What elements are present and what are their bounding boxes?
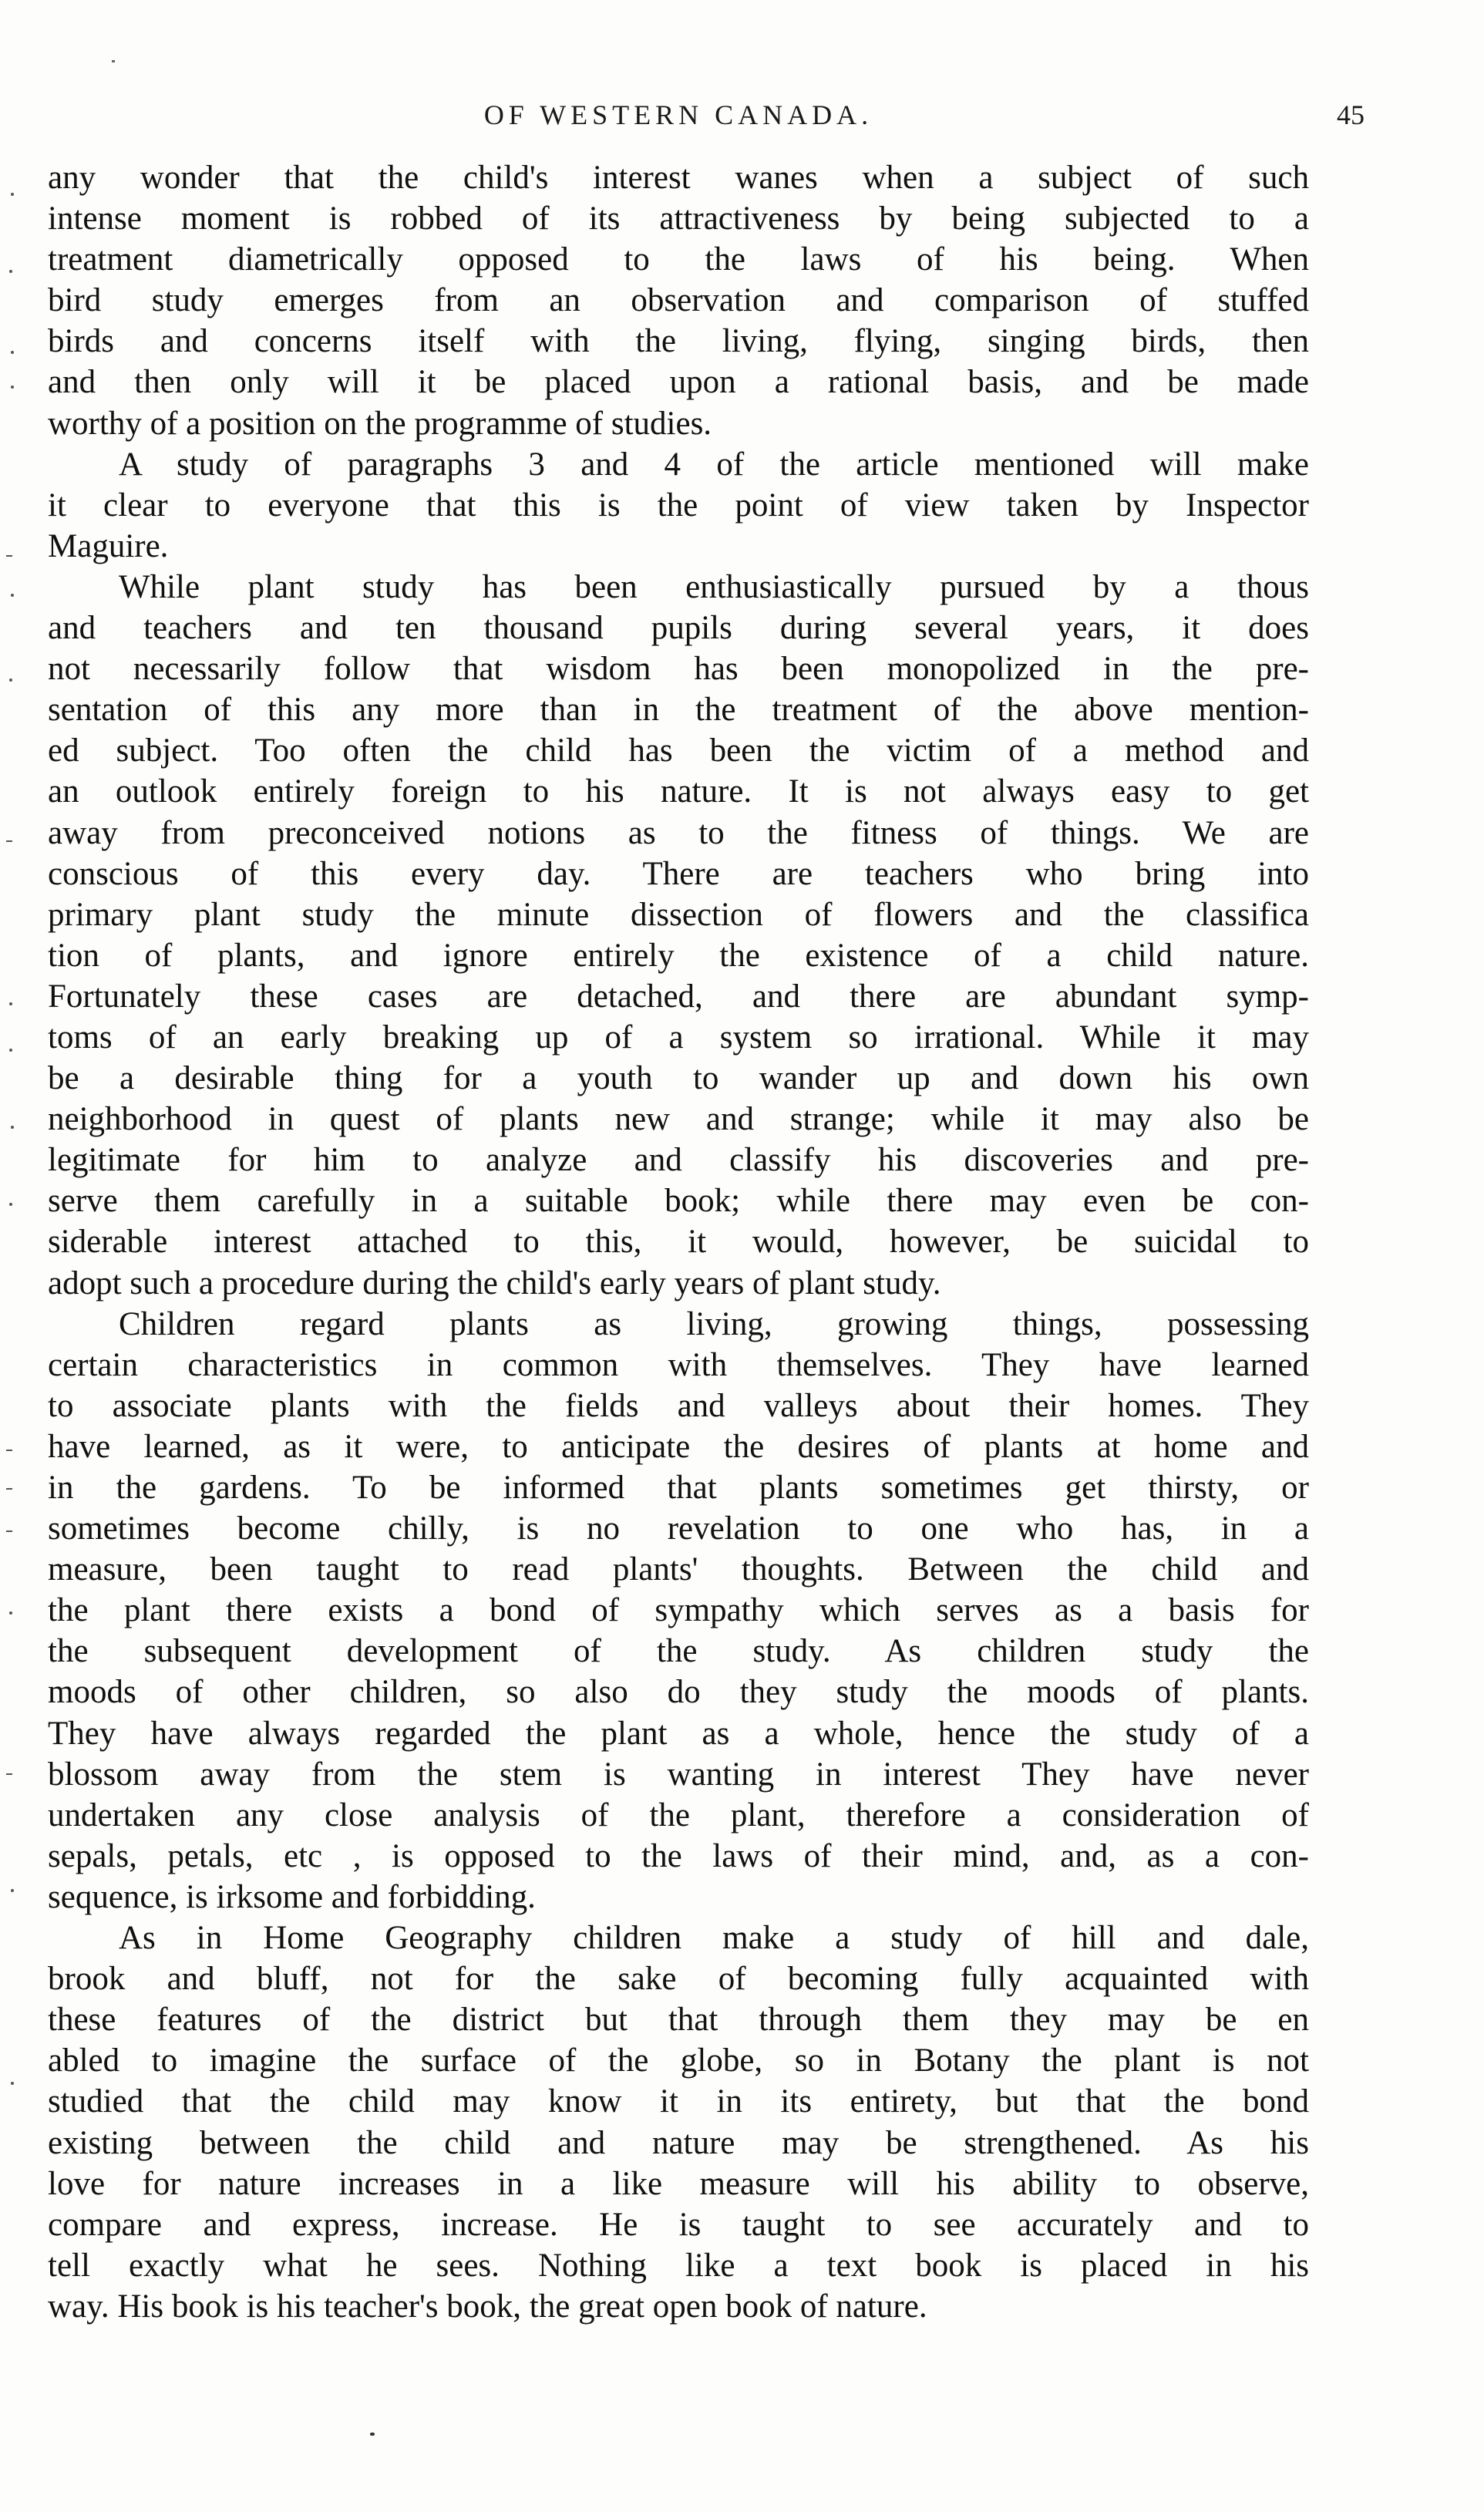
- text-line: primary plant study the minute dissection of flowers and the classifica: [48, 896, 1309, 933]
- margin-speck: [11, 1126, 14, 1129]
- text-line: Maguire.: [48, 527, 169, 564]
- text-line: sequence, is irksome and forbidding.: [48, 1878, 536, 1915]
- text-line: an outlook entirely foreign to his nature. It is not always easy to get: [48, 773, 1309, 810]
- text-line: to associate plants with the fields and valleys about their homes. They: [48, 1387, 1309, 1424]
- text-line: toms of an early breaking up of a system so irrational. While it may: [48, 1019, 1309, 1056]
- text-line: these features of the district but that through them they may be en: [48, 2002, 1309, 2039]
- running-header: [46, 91, 1365, 145]
- text-line: have learned, as it were, to anticipate the desires of plants at home and: [48, 1428, 1309, 1465]
- text-line: tell exactly what he sees. Nothing like a text book is placed in his: [48, 2247, 1309, 2284]
- text-line: studied that the child may know it in its entirety, but that the bond: [48, 2083, 1309, 2120]
- margin-speck: [6, 1488, 12, 1490]
- text-line: treatment diametrically opposed to the laws of his being. When: [48, 241, 1309, 278]
- text-line: tion of plants, and ignore entirely the existence of a child nature.: [48, 937, 1309, 974]
- text-line: any wonder that the child's interest wanes when a subject of such: [48, 160, 1309, 196]
- text-line: bird study emerges from an observation and comparison of stuffed: [48, 282, 1309, 319]
- margin-speck: [6, 555, 12, 557]
- margin-speck: [11, 2082, 14, 2085]
- text-line: adopt such a procedure during the child's early years of plant study.: [48, 1264, 941, 1301]
- text-line: Fortunately these cases are detached, and there are abundant symp-: [48, 978, 1309, 1015]
- body-text: [48, 157, 1309, 2327]
- margin-speck: [6, 840, 12, 842]
- running-title: OF WESTERN CANADA.: [483, 99, 873, 130]
- paragraph-first-line: While plant study has been enthusiastically pursued by a thous: [119, 568, 1309, 605]
- margin-speck: [9, 1611, 12, 1615]
- text-line: way. His book is his teacher's book, the great open book of nature.: [48, 2288, 927, 2325]
- text-line: it clear to everyone that this is the point of view taken by Inspector: [48, 487, 1309, 524]
- margin-speck: [6, 1773, 12, 1775]
- text-line: certain characteristics in common with themselves. They have learned: [48, 1346, 1309, 1383]
- margin-speck: [11, 1889, 14, 1892]
- margin-speck: [6, 1530, 12, 1532]
- paragraph-first-line: As in Home Geography children make a study of hill and dale,: [119, 1920, 1309, 1957]
- text-line: abled to imagine the surface of the globe, so in Botany the plant is not: [48, 2042, 1309, 2079]
- text-line: intense moment is robbed of its attractiveness by being subjected to a: [48, 200, 1309, 237]
- text-line: siderable interest attached to this, it would, however, be suicidal to: [48, 1224, 1309, 1261]
- margin-speck: [9, 1002, 12, 1005]
- text-line: the plant there exists a bond of sympathy which serves as a basis for: [48, 1592, 1309, 1629]
- text-line: sentation of this any more than in the treatment of the above mention-: [48, 692, 1309, 729]
- text-line: serve them carefully in a suitable book; while there may even be con-: [48, 1183, 1309, 1220]
- text-line: and then only will it be placed upon a rational basis, and be made: [48, 364, 1309, 401]
- text-line: be a desirable thing for a youth to wander up and down his own: [48, 1060, 1309, 1097]
- text-line: and teachers and ten thousand pupils during several years, it does: [48, 610, 1309, 647]
- text-line: love for nature increases in a like measure will his ability to observe,: [48, 2165, 1309, 2202]
- text-line: moods of other children, so also do they study the moods of plants.: [48, 1674, 1309, 1711]
- paragraph-first-line: Children regard plants as living, growing things, possessing: [119, 1305, 1309, 1342]
- margin-speck: [11, 386, 14, 389]
- margin-speck: [6, 1450, 12, 1451]
- scan-speck: [112, 60, 115, 62]
- text-line: They have always regarded the plant as a whole, hence the study of a: [48, 1715, 1309, 1752]
- text-line: measure, been taught to read plants' thoughts. Between the child and: [48, 1551, 1309, 1588]
- text-line: neighborhood in quest of plants new and strange; while it may also be: [48, 1101, 1309, 1138]
- text-line: undertaken any close analysis of the plant, therefore a consideration of: [48, 1796, 1309, 1833]
- text-line: in the gardens. To be informed that plants sometimes get thirsty, or: [48, 1470, 1309, 1506]
- text-line: ed subject. Too often the child has been the victim of a method and: [48, 732, 1309, 769]
- text-line: sometimes become chilly, is no revelation to one who has, in a: [48, 1510, 1309, 1547]
- page-number: 45: [1337, 99, 1365, 130]
- text-line: legitimate for him to analyze and classify his discoveries and pre-: [48, 1142, 1309, 1179]
- text-line: existing between the child and nature may be strengthened. As his: [48, 2124, 1309, 2161]
- text-line: blossom away from the stem is wanting in interest They have never: [48, 1756, 1309, 1793]
- text-line: worthy of a position on the programme of studies.: [48, 405, 712, 442]
- margin-speck: [11, 351, 14, 354]
- text-line: birds and concerns itself with the living, flying, singing birds, then: [48, 323, 1309, 360]
- text-line: sepals, petals, etc , is opposed to the laws of their mind, and, as a con-: [48, 1837, 1309, 1874]
- margin-speck: [11, 193, 14, 196]
- margin-speck: [9, 1049, 12, 1052]
- margin-speck: [9, 679, 12, 682]
- text-line: compare and express, increase. He is taught to see accurately and to: [48, 2206, 1309, 2243]
- text-line: away from preconceived notions as to the fitness of things. We are: [48, 814, 1309, 851]
- text-line: brook and bluff, not for the sake of becoming fully acquainted with: [48, 1961, 1309, 1998]
- scan-speck: [370, 2433, 375, 2436]
- text-line: conscious of this every day. There are teachers who bring into: [48, 855, 1309, 892]
- text-line: not necessarily follow that wisdom has been monopolized in the pre-: [48, 651, 1309, 688]
- text-line: the subsequent development of the study. As children study the: [48, 1633, 1309, 1670]
- margin-speck: [9, 270, 12, 273]
- paragraph-first-line: A study of paragraphs 3 and 4 of the article mentioned will make: [119, 446, 1309, 483]
- margin-speck: [11, 594, 14, 597]
- margin-speck: [9, 1203, 12, 1206]
